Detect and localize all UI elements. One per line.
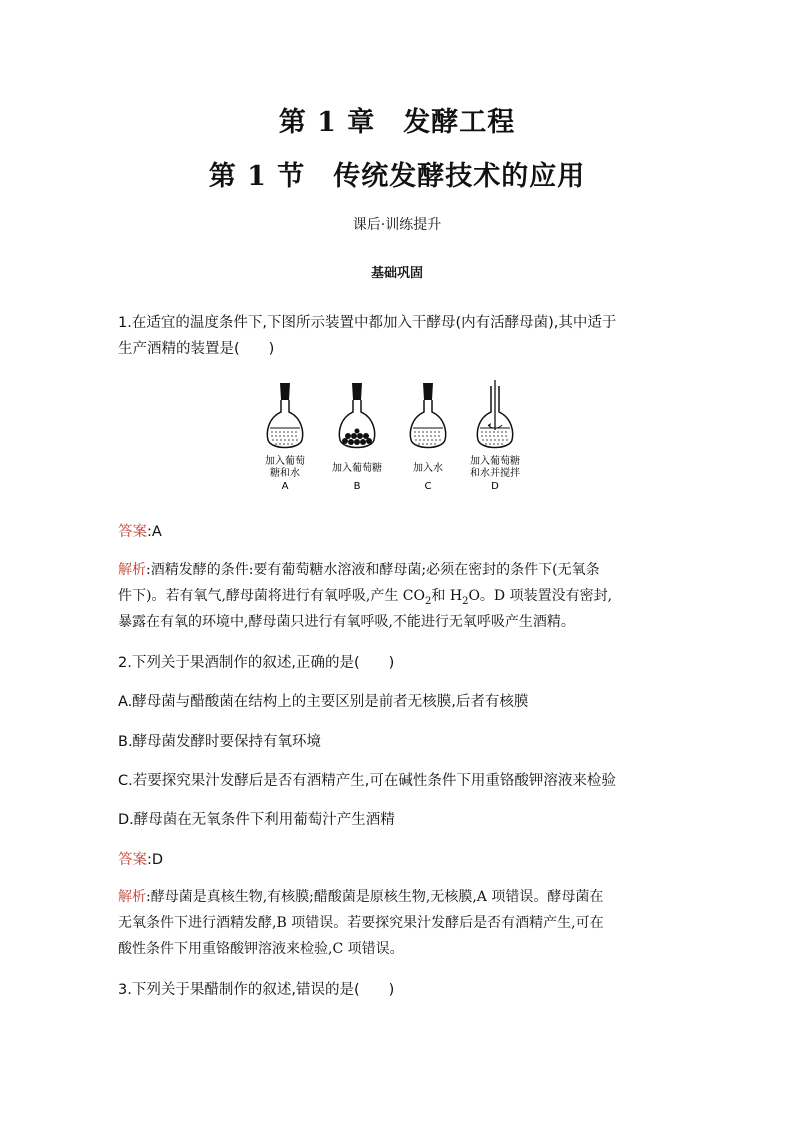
explanation-label: 解析 <box>118 889 146 905</box>
q1-explanation-line2: 件下)。若有氧气,酵母菌将进行有氧呼吸,产生 $CO_2$和 $H_2O$。D 项装置没有密封, <box>118 588 613 607</box>
q2-stem: 2.下列关于果酒制作的叙述,正确的是( ) <box>118 655 395 671</box>
answer-value: :D <box>147 852 164 868</box>
section-title: 第 1 节 传统发酵技术的应用 <box>208 161 586 192</box>
flask-a-label2: 糖和水 <box>270 468 300 479</box>
q2-option-a: A.酵母菌与醋酸菌在结构上的主要区别是前者无核膜,后者有核膜 <box>118 694 529 710</box>
q2-explanation-line1: 解析:酵母菌是真核生物,有核膜;醋酸菌是原核生物,无核膜,A 项错误。酵母菌在 <box>118 889 604 905</box>
answer-label: 答案 <box>118 852 147 868</box>
flask-b-label: 加入葡萄糖 <box>332 463 382 474</box>
q1-explanation-line1: 解析:酒精发酵的条件:要有葡萄糖水溶液和酵母菌;必须在密封的条件下(无氧条 <box>118 562 600 578</box>
q1-answer <box>118 520 162 541</box>
flask-d <box>470 380 520 492</box>
chapter-title: 第 1 章 发酵工程 <box>278 107 516 138</box>
flask-d-label2: 和水并搅拌 <box>470 468 520 479</box>
subtitle: 课后·训练提升 <box>352 217 442 233</box>
q2-answer <box>118 848 163 869</box>
answer-label: 答案 <box>118 524 147 540</box>
q2-explanation-line2: 无氧条件下进行酒精发酵,B 项错误。若要探究果汁发酵后是否有酒精产生,可在 <box>118 915 604 931</box>
flask-b <box>332 383 382 492</box>
q2-option-c: C.若要探究果汁发酵后是否有酒精产生,可在碱性条件下用重铬酸钾溶液来检验 <box>118 773 616 789</box>
flask-c <box>410 383 445 492</box>
flask-d-label1: 加入葡萄糖 <box>470 456 520 467</box>
q1-stem-line1: 1.在适宜的温度条件下,下图所示装置中都加入干酵母(内有活酵母菌),其中适于 <box>118 315 617 331</box>
q1-figure <box>262 378 532 498</box>
explanation-label: 解析 <box>118 562 146 578</box>
flask-a-letter: A <box>281 481 289 492</box>
q3-stem: 3.下列关于果醋制作的叙述,错误的是( ) <box>118 982 395 998</box>
flask-diagram <box>262 378 532 498</box>
q1-stem-line2: 生产酒精的装置是( ) <box>118 341 275 357</box>
block-title: 基础巩固 <box>370 266 423 281</box>
q2-option-d: D.酵母菌在无氧条件下利用葡萄汁产生酒精 <box>118 812 395 828</box>
answer-value: :A <box>147 524 162 540</box>
flask-a <box>265 383 305 492</box>
flask-c-label: 加入水 <box>413 463 443 474</box>
q1-explanation-line3: 暴露在有氧的环境中,酵母菌只进行有氧呼吸,不能进行无氧呼吸产生酒精。 <box>118 614 575 630</box>
q2-option-b: B.酵母菌发酵时要保持有氧环境 <box>118 734 322 750</box>
flask-c-letter: C <box>424 481 432 492</box>
q2-explanation-line3: 酸性条件下用重铬酸钾溶液来检验,C 项错误。 <box>118 941 404 957</box>
flask-d-letter: D <box>491 481 499 492</box>
flask-a-label1: 加入葡萄 <box>265 456 305 467</box>
flask-b-letter: B <box>353 481 361 492</box>
